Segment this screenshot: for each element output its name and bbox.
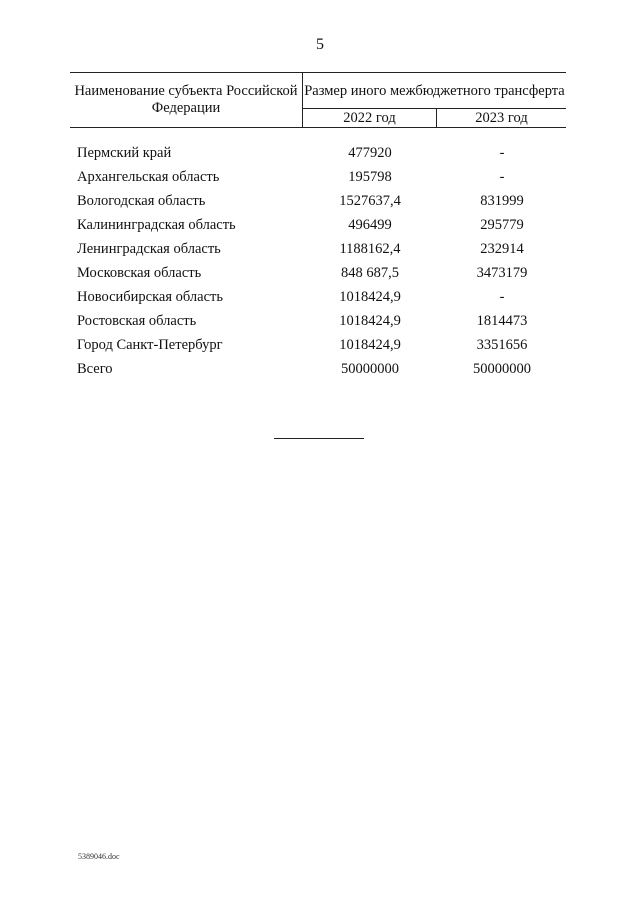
table-row xyxy=(70,141,566,165)
value-2022: 1018424,9 xyxy=(339,289,401,305)
table-row xyxy=(70,309,566,333)
region-name: Новосибирская область xyxy=(77,289,223,305)
value-2023: - xyxy=(499,289,505,305)
value-2023: - xyxy=(499,145,505,161)
header-region-name: Наименование субъекта Российской Федерации xyxy=(74,83,298,116)
value-2023: 831999 xyxy=(480,193,524,209)
header-year-2023: 2023 год xyxy=(475,110,528,126)
value-2023: 3473179 xyxy=(476,265,528,281)
footer-filename: 5389046.doc xyxy=(78,852,120,861)
header-year-2022: 2022 год xyxy=(343,110,396,126)
table-row xyxy=(70,213,566,237)
value-2022: 1527637,4 xyxy=(339,193,401,209)
value-2023: 50000000 xyxy=(473,361,531,377)
region-name: Калининградская область xyxy=(77,217,236,233)
value-2023: - xyxy=(499,169,505,185)
value-2023: 1814473 xyxy=(476,313,528,329)
region-name: Архангельская область xyxy=(77,169,220,185)
region-name: Всего xyxy=(77,361,113,377)
page-number: 5 xyxy=(316,36,324,53)
value-2022: 848 687,5 xyxy=(341,265,399,281)
region-name: Московская область xyxy=(77,265,202,281)
value-2022: 477920 xyxy=(348,145,392,161)
value-2022: 1018424,9 xyxy=(339,337,401,353)
region-name: Пермский край xyxy=(77,145,172,161)
region-name: Вологодская область xyxy=(77,193,206,209)
value-2023: 232914 xyxy=(480,241,524,257)
table-row xyxy=(70,285,566,309)
table-row xyxy=(70,237,566,261)
value-2022: 1188162,4 xyxy=(339,241,401,257)
table-row xyxy=(70,189,566,213)
table-row-total xyxy=(70,357,566,381)
table-header xyxy=(70,72,566,128)
table-body xyxy=(70,141,566,381)
value-2023: 295779 xyxy=(480,217,524,233)
table-row xyxy=(70,333,566,357)
value-2022: 195798 xyxy=(348,169,392,185)
value-2022: 50000000 xyxy=(341,361,399,377)
region-name: Ростовская область xyxy=(77,313,197,329)
value-2023: 3351656 xyxy=(476,337,528,353)
table-row xyxy=(70,261,566,285)
region-name: Город Санкт-Петербург xyxy=(77,337,223,353)
region-name: Ленинградская область xyxy=(77,241,221,257)
value-2022: 1018424,9 xyxy=(339,313,401,329)
value-2022: 496499 xyxy=(348,217,392,233)
header-transfer-size: Размер иного межбюджетного трансферта xyxy=(303,73,566,109)
end-divider-line xyxy=(274,438,364,439)
table-row xyxy=(70,165,566,189)
